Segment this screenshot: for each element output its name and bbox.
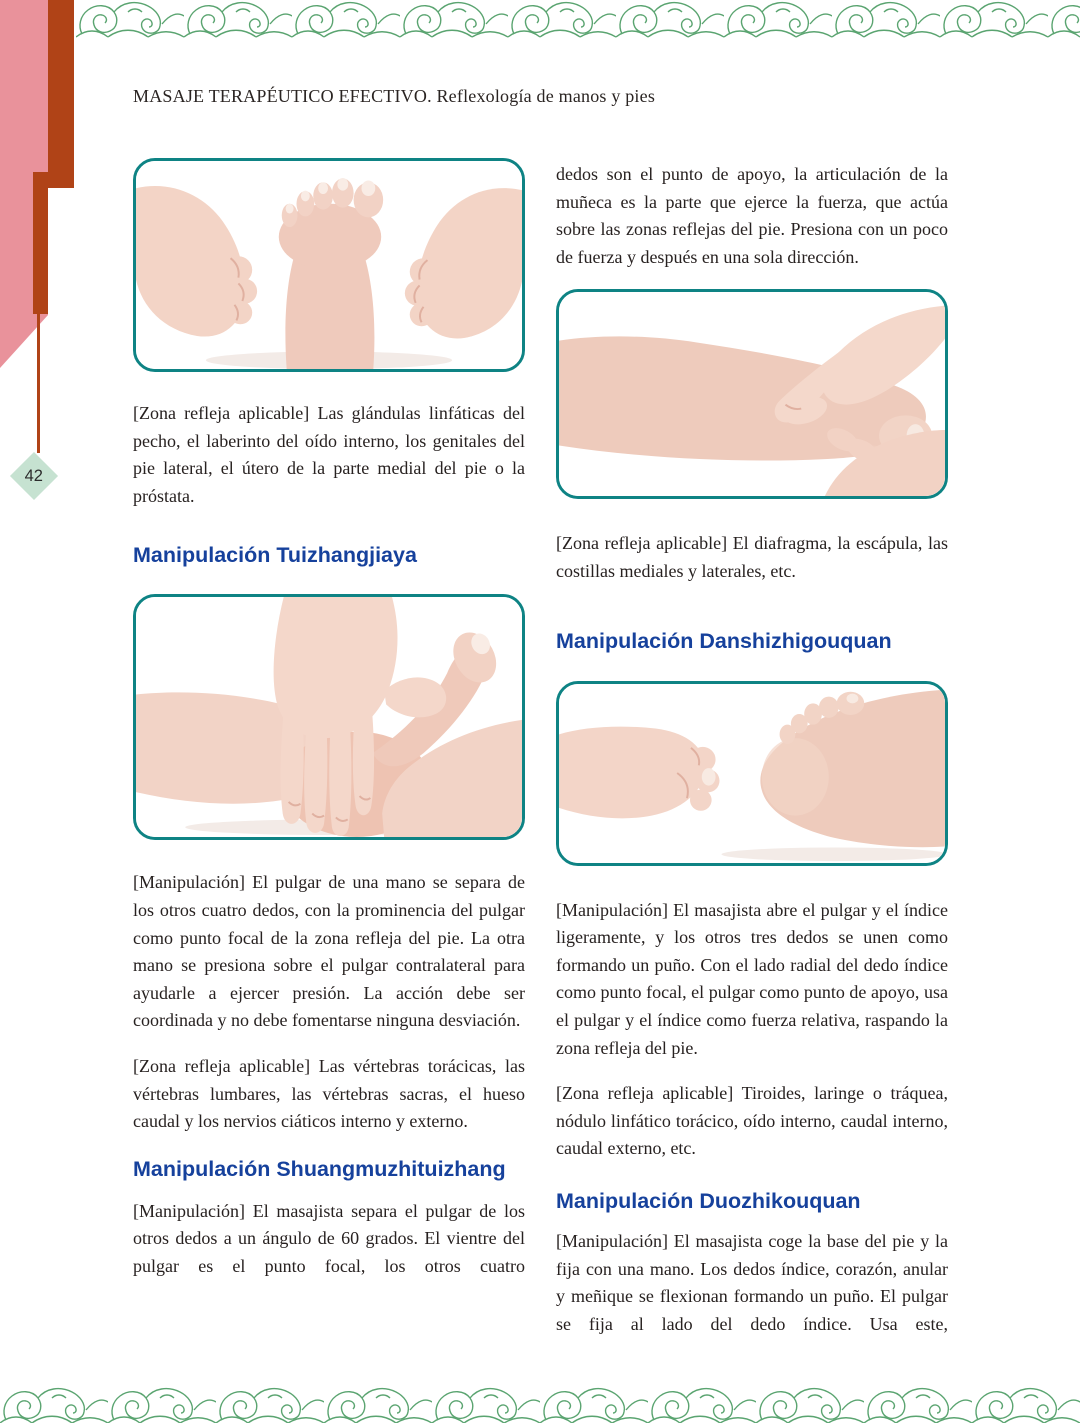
paragraph-manipulacion-danshizhigouquan: [Manipulación] El masajista abre el pulgar y el índice ligeramente, y los otros tres dedos se unen como formando un puño. Con el lado radial del dedo índice como punto focal, el pulgar como punto de apoyo, usa el pulgar y el índice como fuerza relativa, raspando la zona refleja del pie. bbox=[556, 899, 948, 1058]
bottom-scroll-border bbox=[0, 1386, 1080, 1423]
page-header: MASAJE TERAPÉUTICO EFECTIVO. Reflexología de manos y pies bbox=[133, 86, 656, 106]
left-column bbox=[133, 158, 525, 1299]
heading-manipulacion-tuizhangjiaya: Manipulación Tuizhangjiaya bbox=[133, 543, 417, 568]
photo-heel-grip-thumb-separated bbox=[133, 594, 525, 840]
brown-ribbon-top bbox=[48, 0, 74, 188]
photo-fist-pressing-foot-sole bbox=[556, 681, 948, 866]
right-column bbox=[556, 143, 948, 1356]
paragraph-zona-tiroides: [Zona refleja aplicable] Tiroides, laringe o tráquea, nódulo linfático torácico, oído interno, caudal interno, caudal externo, etc. bbox=[556, 1083, 948, 1159]
massage-photo-illustration bbox=[559, 292, 945, 496]
paragraph-manipulacion-tuizhangjiaya: [Manipulación] El pulgar de una mano se separa de los otros cuatro dedos, con la prominencia del pulgar como punto focal de la zona refleja del pie. La otra mano se presiona sobre el pulgar contralateral para ayudarle a ejercer presión. La acción debe ser coordinada y no debe fomentarse ninguna desviación. bbox=[133, 872, 525, 1031]
massage-photo-illustration bbox=[559, 684, 945, 863]
heading-manipulacion-shuangmuzhituizhang: Manipulación Shuangmuzhituizhang bbox=[133, 1156, 506, 1181]
paragraph-zona-diafragma: [Zona refleja aplicable] El diafragma, la escápula, las costillas mediales y laterales, etc. bbox=[556, 533, 948, 581]
page-number-line bbox=[37, 313, 40, 453]
paragraph-manipulacion-duozhikouquan: [Manipulación] El masajista coge la base del pie y la fija con una mano. Los dedos índice, corazón, anular y meñique se flexionan formando un puño. El pulgar se fija al lado del dedo índice. Usa este, bbox=[556, 1230, 948, 1334]
paragraph-continuation: dedos son el punto de apoyo, la articulación de la muñeca es la parte que ejerce la fuerza, que actúa sobre las zonas reflejas del pie. Presiona con un poco de fuerza y después en una sola dirección. bbox=[556, 164, 948, 267]
page-number-diamond bbox=[10, 452, 58, 500]
massage-photo-illustration bbox=[136, 597, 522, 837]
brown-ribbon-mid bbox=[33, 172, 48, 314]
massage-photo-illustration bbox=[136, 161, 522, 369]
paragraph-zona-refleja-intro: [Zona refleja aplicable] Las glándulas linfáticas del pecho, el laberinto del oído interno, los genitales del pie lateral, el útero de la parte medial del pie o la próstata. bbox=[133, 403, 525, 506]
top-scroll-border bbox=[76, 0, 1080, 38]
photo-foot-held-by-two-fists bbox=[133, 158, 525, 372]
paragraph-zona-tuizhangjiaya: [Zona refleja aplicable] Las vértebras torácicas, las vértebras lumbares, las vértebras sacras, el hueso caudal y los nervios ciáticos interno y externo. bbox=[133, 1055, 525, 1132]
heading-manipulacion-danshizhigouquan: Manipulación Danshizhigouquan bbox=[556, 628, 892, 653]
page-number: 42 bbox=[24, 466, 44, 485]
paragraph-manipulacion-shuangmuzhituizhang: [Manipulación] El masajista separa el pulgar de los otros dedos a un ángulo de 60 grados. El vientre del pulgar es el punto focal, los otros cuatro bbox=[133, 1200, 525, 1276]
heading-manipulacion-duozhikouquan: Manipulación Duozhikouquan bbox=[556, 1188, 861, 1213]
photo-foot-top-pinched-by-hands bbox=[556, 289, 948, 499]
